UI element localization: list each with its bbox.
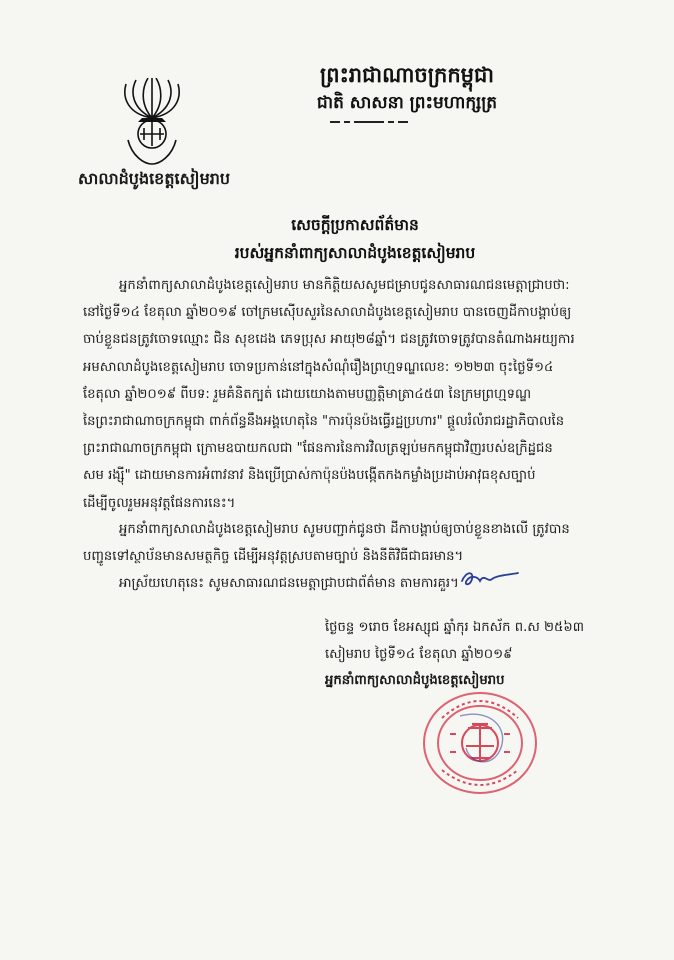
paragraph-line: ខែតុលា ឆ្នាំ២០១៩ ពីបទ: រួមគំនិតក្បត់ ដោយយោងតាមបញ្ញត្តិមាត្រា៤៥៣ នៃក្រមព្រហ្មទណ្ឌ — [83, 386, 532, 402]
paragraph-line: ព្រះរាជាណាចក្រកម្ពុជា ក្រោមឧបាយកលជា "ផែនការនៃការវិលត្រឡប់មកកម្ពុជាវិញរបស់ឧក្រិដ្ឋជន — [83, 441, 553, 457]
paragraph-line: បញ្ជូនទៅស្ថាប័នមានសមត្ថកិច្ច ដើម្បីអនុវត្តស្របតាមច្បាប់ និងនីតិវិធីជាធរមាន។ — [83, 549, 464, 565]
paragraph-line: សម រង្ស៊ី" ដោយមានការអំពាវនាវ និងប្រើប្រាស់កាប៉ុនប៉ងបង្កើតកងកម្លាំងប្រដាប់អាវុធខុសច្បាប់ — [83, 468, 536, 484]
paragraph-line: អ្នកនាំពាក្យសាលាដំបូងខេត្តសៀមរាប សូមបញ្ជាក់ជូនថា ដីកាបង្គាប់ឲ្យចាប់ខ្លួនខាងលើ ត្រូវបាន — [119, 522, 570, 537]
paragraph-line: នៅថ្ងៃទី១៤ ខែតុលា ឆ្នាំ២០១៩ ចៅក្រមស៊ើបសួរនៃសាលាដំបូងខេត្តសៀមរាប បានចេញដីកាបង្គាប់ឲ្យ — [83, 305, 572, 321]
ornament-divider — [330, 118, 410, 126]
paragraph-announcement — [83, 272, 635, 517]
paragraph-line: អមសាលាដំបូងខេត្តសៀមរាប ចោទប្រកាន់នៅក្នុងសំណុំរឿងព្រហ្មទណ្ឌលេខ: ១២២៣ ចុះថ្ងៃទី១៤ — [83, 359, 554, 375]
paragraph-line: អាស្រ័យហេតុនេះ សូមសាធារណជនមេត្តាជ្រាបជាព័ត៌មាន តាមការគួរ។ — [119, 576, 459, 592]
document-title: សេចក្ដីប្រកាសព័ត៌មាន — [291, 216, 419, 234]
official-seal-icon — [420, 688, 540, 798]
paragraph-line: អ្នកនាំពាក្យសាលាដំបូងខេត្តសៀមរាប មានកិត្តិយសសូមជម្រាបជូនសាធារណជនមេត្តាជ្រាបថា: — [119, 278, 570, 293]
national-motto: ជាតិ សាសនា ព្រះមហាក្សត្រ — [316, 93, 498, 113]
paragraph-warrant — [83, 516, 635, 598]
signatory-title: អ្នកនាំពាក្យសាលាដំបូងខេត្តសៀមរាប — [325, 673, 505, 688]
document-subtitle: របស់អ្នកនាំពាក្យសាលាដំបូងខេត្តសៀមរាប — [234, 244, 476, 262]
issuing-court-name: សាលាដំបូងខេត្តសៀមរាប — [78, 169, 231, 188]
paragraph-line: ចាប់ខ្លួនជនត្រូវចោទឈ្មោះ ជិន សុខដេង ភេទប្រុស អាយុ២៨ឆ្នាំ។ ជនត្រូវចោទត្រូវបានតំណាងអយ្យការ — [83, 332, 575, 348]
paragraph-line: នៃព្រះរាជាណាចក្រកម្ពុជា ពាក់ព័ន្ធនឹងអង្គហេតុនៃ "ការប៉ុនប៉ងធ្វើរដ្ឋប្រហារ" ផ្ដួលរំលំរាជរដ្ឋាភិបាលនៃ — [83, 414, 565, 430]
handwritten-initial-icon — [458, 565, 522, 591]
kingdom-heading: ព្រះរាជាណាចក្រកម្ពុជា — [319, 63, 494, 87]
paragraph-line: ដើម្បីចូលរួមអនុវត្តផែនការនេះ។ — [83, 495, 236, 511]
place-and-date: សៀមរាប ថ្ងៃទី១៤ ខែតុលា ឆ្នាំ២០១៩ — [325, 647, 513, 662]
lunar-date: ថ្ងៃចន្ទ ១រោច ខែអស្សុជ ឆ្នាំកុរ ឯកស័ក ព.ស ២៥៦៣ — [325, 620, 584, 635]
